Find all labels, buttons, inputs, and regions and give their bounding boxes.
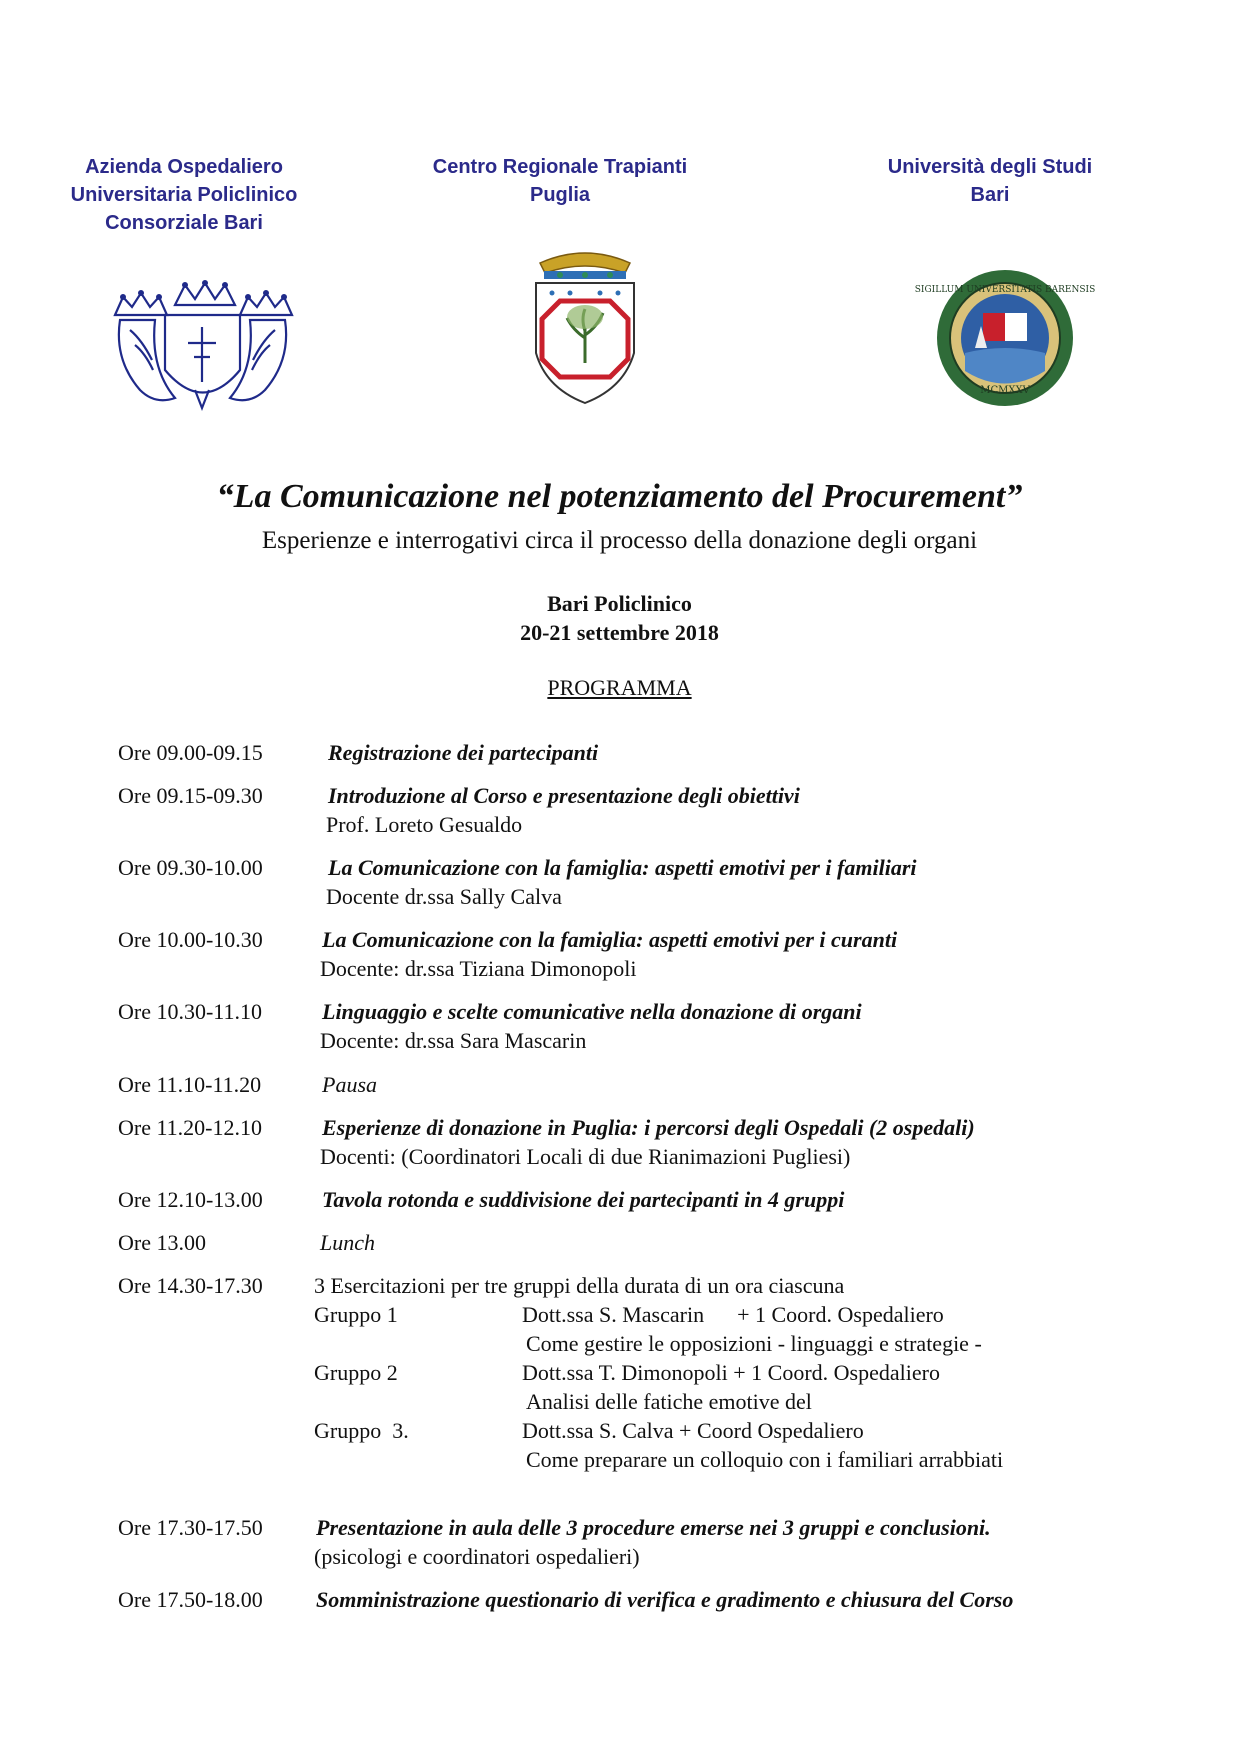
- group-label: Gruppo 2: [314, 1360, 398, 1385]
- seal-universita-bari-icon: [914, 268, 1096, 408]
- header-right-line: Bari: [970, 184, 1010, 206]
- group-topic: Analisi delle fatiche emotive del: [526, 1389, 812, 1414]
- schedule-time: Ore 13.00: [118, 1230, 206, 1255]
- schedule-time: Ore 17.30-17.50: [118, 1515, 263, 1540]
- header-left-line: Consorziale Bari: [105, 212, 263, 234]
- header-center-institution: [405, 153, 715, 209]
- coat-of-arms-regione-puglia-icon: [530, 243, 640, 405]
- schedule-speaker: Docente dr.ssa Sally Calva: [326, 884, 562, 909]
- group-teacher: Dott.ssa S. Calva + Coord Ospedaliero: [522, 1418, 864, 1443]
- schedule-time: Ore 17.50-18.00: [118, 1587, 263, 1612]
- event-dates: 20-21 settembre 2018: [520, 620, 719, 645]
- header-center-line: Centro Regionale Trapianti: [432, 156, 688, 178]
- schedule-title: Pausa: [322, 1072, 377, 1097]
- group-label: Gruppo 1: [314, 1302, 398, 1327]
- schedule-speaker: (psicologi e coordinatori ospedalieri): [314, 1544, 640, 1569]
- header-right-institution: [850, 153, 1130, 209]
- programma-heading: PROGRAMMA: [547, 675, 692, 700]
- venue: Bari Policlinico: [547, 591, 692, 616]
- schedule-title: Registrazione dei partecipanti: [328, 740, 599, 765]
- group-topic: Come gestire le opposizioni - linguaggi e strategie -: [526, 1331, 982, 1356]
- schedule-title: Esperienze di donazione in Puglia: i percorsi degli Ospedali (2 ospedali): [322, 1115, 975, 1140]
- schedule-time: Ore 11.10-11.20: [118, 1072, 262, 1097]
- schedule-time: Ore 09.00-09.15: [118, 740, 263, 765]
- group-teacher: Dott.ssa S. Mascarin + 1 Coord. Ospedaliero: [522, 1302, 944, 1327]
- header-right-line: Università degli Studi: [887, 156, 1093, 178]
- schedule-title: Somministrazione questionario di verifica e gradimento e chiusura del Corso: [316, 1587, 1014, 1612]
- schedule-speaker: Docenti: (Coordinatori Locali di due Rianimazioni Pugliesi): [320, 1144, 851, 1169]
- group-teacher: Dott.ssa T. Dimonopoli + 1 Coord. Ospedaliero: [522, 1360, 940, 1385]
- page-title: “La Comunicazione nel potenziamento del Procurement”: [216, 478, 1023, 515]
- schedule-speaker: Docente: dr.ssa Sara Mascarin: [320, 1028, 587, 1053]
- schedule-title: Tavola rotonda e suddivisione dei partecipanti in 4 gruppi: [322, 1187, 845, 1212]
- schedule-title: Presentazione in aula delle 3 procedure emerse nei 3 gruppi e conclusioni.: [316, 1515, 991, 1540]
- schedule-title: Introduzione al Corso e presentazione degli obiettivi: [328, 783, 800, 808]
- header-left-line: Azienda Ospedaliero: [85, 156, 283, 178]
- schedule-title: 3 Esercitazioni per tre gruppi della durata di un ora ciascuna: [314, 1273, 845, 1298]
- schedule-title: La Comunicazione con la famiglia: aspetti emotivi per i curanti: [322, 927, 898, 952]
- header-center-line: Puglia: [529, 184, 590, 206]
- schedule-time: Ore 12.10-13.00: [118, 1187, 263, 1212]
- schedule-time: Ore 09.15-09.30: [118, 783, 263, 808]
- schedule-time: Ore 10.00-10.30: [118, 927, 263, 952]
- schedule-time: Ore 14.30-17.30: [118, 1273, 263, 1298]
- schedule-time: Ore 11.20-12.10: [118, 1115, 262, 1140]
- schedule-time: Ore 09.30-10.00: [118, 855, 263, 880]
- schedule-speaker: Prof. Loreto Gesualdo: [326, 812, 523, 837]
- schedule-title: Lunch: [320, 1230, 375, 1255]
- header-left-institution: [45, 153, 323, 237]
- page-subtitle: Esperienze e interrogativi circa il processo della donazione degli organi: [261, 527, 978, 554]
- schedule-time: Ore 10.30-11.10: [118, 999, 262, 1024]
- seal-year: MCMXXV: [980, 385, 1030, 396]
- coat-of-arms-policlinico-icon: [110, 275, 295, 415]
- schedule-title: Linguaggio e scelte comunicative nella donazione di organi: [322, 999, 862, 1024]
- schedule-speaker: Docente: dr.ssa Tiziana Dimonopoli: [320, 956, 637, 981]
- group-topic: Come preparare un colloquio con i familiari arrabbiati: [526, 1447, 1004, 1472]
- header-left-line: Universitaria Policlinico: [70, 184, 298, 206]
- group-label: Gruppo 3.: [314, 1418, 409, 1443]
- seal-legend: SIGILLUM UNIVERSITATIS BARENSIS: [914, 285, 1096, 295]
- schedule-title: La Comunicazione con la famiglia: aspetti emotivi per i familiari: [328, 855, 917, 880]
